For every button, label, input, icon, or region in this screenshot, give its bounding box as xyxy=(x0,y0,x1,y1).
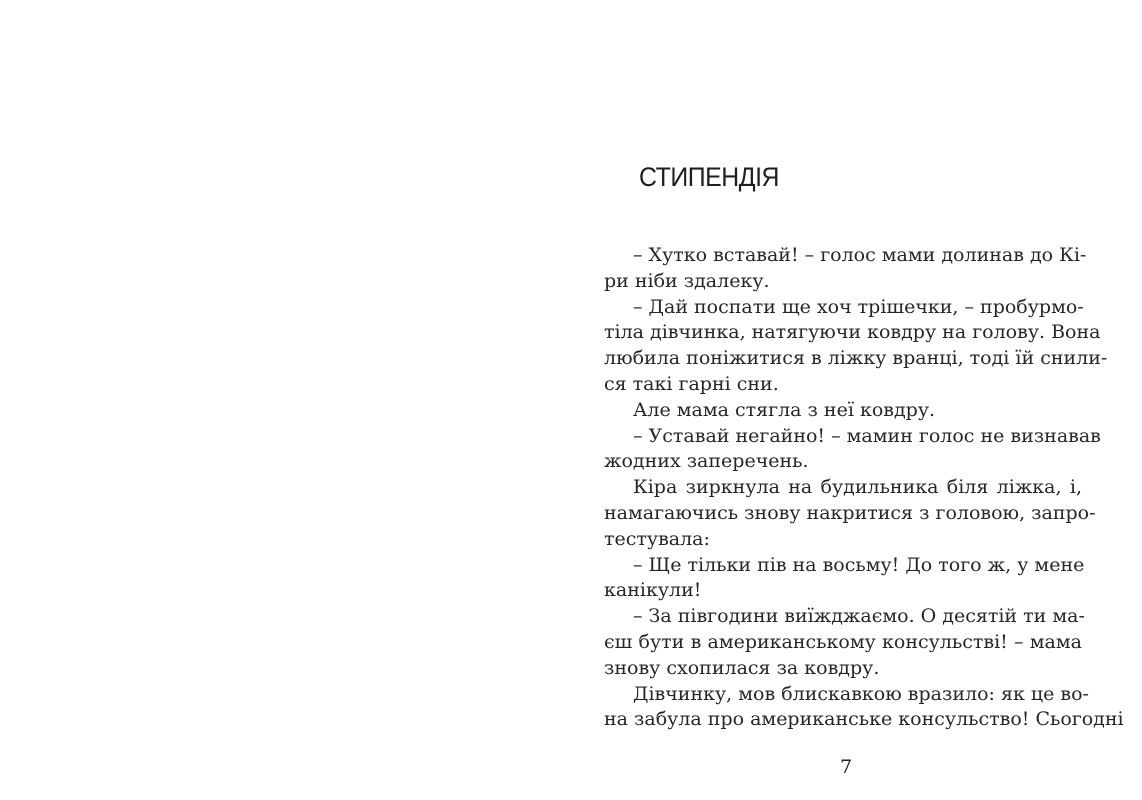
text-line: Але мама стягла з неї ковдру. xyxy=(633,398,936,421)
text-line: Кіра зиркнула на будильника біля ліжка, і, xyxy=(633,476,1082,499)
text-line: ся такі гарні сни. xyxy=(604,372,779,395)
text-line: канікули! xyxy=(604,579,702,602)
text-line: Дівчинку, мов блискавкою вразило: як це во- xyxy=(633,682,1089,705)
text-line: любила поніжитися в ліжку вранці, тоді їй снили- xyxy=(604,347,1108,370)
text-line: – Дай поспати ще хоч трішечки, – пробурмо- xyxy=(633,295,1084,318)
right-page xyxy=(571,0,1142,800)
text-line: знову схопилася за ковдру. xyxy=(604,656,880,679)
text-line: тіла дівчинка, натягуючи ковдру на голову. Вона xyxy=(604,321,1101,344)
text-line: – Хутко вставай! – голос мами долинав до Кі- xyxy=(633,244,1087,266)
text-line: – Ще тільки пів на восьму! До того ж, у мене xyxy=(633,553,1085,576)
text-line: намагаючись знову накритися з головою, запро- xyxy=(604,501,1096,524)
text-line: – Уставай негайно! – мамин голос не визнавав xyxy=(633,424,1101,447)
text-line: на забула про американське консульство! Сьогодні xyxy=(604,708,1124,731)
text-line: ри ніби здалеку. xyxy=(604,269,770,292)
chapter-title: СТИПЕНДІЯ xyxy=(639,162,780,192)
text-line: єш бути в американському консульстві! – мама xyxy=(604,630,1082,653)
text-line: жодних заперечень. xyxy=(604,450,809,473)
text-line: – За півгодини виїжджаємо. О десятій ти ма- xyxy=(633,605,1085,628)
page-number: 7 xyxy=(839,756,853,778)
text-line: тестувала: xyxy=(604,527,710,550)
body-text xyxy=(604,243,1124,733)
